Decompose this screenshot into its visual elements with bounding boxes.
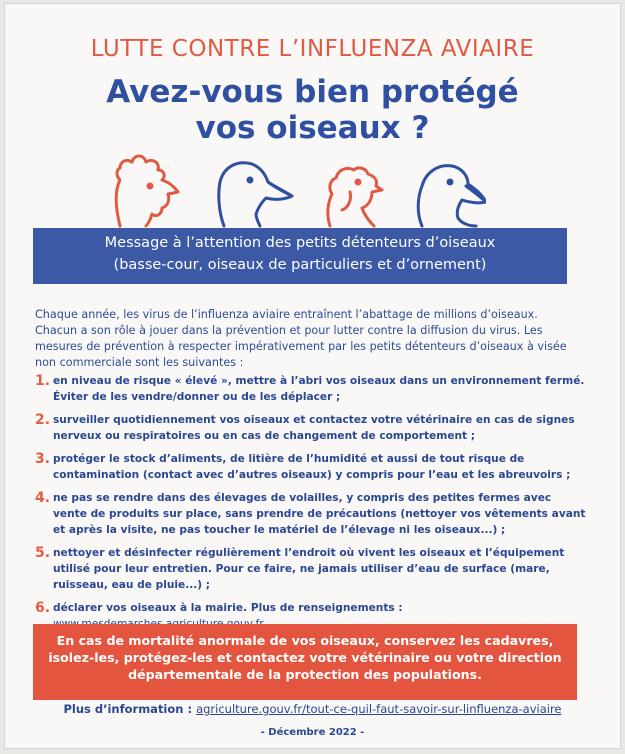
more-info-label: Plus d’information : bbox=[63, 702, 197, 716]
item-text: protéger le stock d’aliments, de litière de l’humidité et aussi de tout risque de contamination (contact avec d’autres oiseaux) y compris pour l’eau et les abreuvoirs ; bbox=[53, 453, 571, 481]
more-info-link[interactable]: agriculture.gouv.fr/tout-ce-quil-faut-savoir-sur-linfluenza-aviaire bbox=[196, 702, 562, 716]
item-number: 2. bbox=[35, 412, 51, 428]
banner-line-1: Message à l’attention des petits détenteurs d’oiseaux bbox=[104, 235, 496, 251]
poster bbox=[4, 3, 621, 749]
list-item bbox=[35, 451, 587, 483]
message-banner bbox=[33, 228, 567, 284]
turkey-head-icon bbox=[328, 168, 382, 226]
title-line-1: Avez-vous bien protégé bbox=[106, 74, 519, 110]
banner-line-2: (basse-cour, oiseaux de particuliers et d’ornement) bbox=[113, 257, 487, 273]
birds-illustration bbox=[106, 152, 486, 228]
goose-head-icon bbox=[219, 163, 292, 226]
item-text: en niveau de risque « élevé », mettre à l’abri vos oiseaux dans un environnement fermé. Éviter de les vendre/donner ou de les déplacer ; bbox=[53, 375, 585, 403]
chicken-head-icon bbox=[116, 156, 178, 226]
item-text: nettoyer et désinfecter régulièrement l’endroit où vivent les oiseaux et l’équipement utilisé pour leur entretien. Pour ce faire, ne jamais utiliser d’eau de surface (mare, ruisseau, eau de pluie...) ; bbox=[53, 547, 565, 591]
list-item bbox=[35, 545, 587, 593]
publication-date: - Décembre 2022 - bbox=[260, 727, 365, 738]
item-number: 4. bbox=[35, 490, 51, 506]
item-number: 5. bbox=[35, 545, 51, 561]
item-text-lead: déclarer vos oiseaux à la mairie. Plus de renseignements : bbox=[53, 602, 403, 614]
poster-kicker: LUTTE CONTRE L’INFLUENZA AVIAIRE bbox=[90, 36, 535, 62]
measures-list bbox=[35, 373, 587, 639]
intro-paragraph: Chaque année, les virus de l’influenza aviaire entraînent l’abattage de millions d’oiseaux. Chacun a son rôle à jouer dans la prévention et pour lutter contre la diffusion du virus. Les mesures de prévention à respecter impérativement par les petits détenteurs d’oiseaux à visée non commerciale sont les suivantes : bbox=[35, 308, 567, 369]
item-number: 1. bbox=[35, 373, 51, 389]
alert-box: En cas de mortalité anormale de vos oiseaux, conservez les cadavres, isolez-les, protégez-les et contactez votre vétérinaire ou votre direction départementale de la protection des populations. bbox=[33, 624, 577, 700]
list-item bbox=[35, 412, 587, 444]
list-item bbox=[35, 490, 587, 538]
item-number: 3. bbox=[35, 451, 51, 467]
duck-head-icon bbox=[418, 166, 486, 226]
item-text: ne pas se rendre dans des élevages de volailles, y compris des petites fermes avec vente de produits sur place, sans prendre de précautions (nettoyer vos vêtements avant et après la visite, ne pas toucher le matériel de l’élevage ni les oiseaux...) ; bbox=[53, 492, 586, 536]
more-info bbox=[5, 702, 620, 716]
item-number: 6. bbox=[35, 600, 51, 616]
list-item bbox=[35, 373, 587, 405]
item-text: surveiller quotidiennement vos oiseaux et contactez votre vétérinaire en cas de signes nerveux ou respiratoires ou en cas de changement de comportement ; bbox=[53, 414, 575, 442]
title-line-2: vos oiseaux ? bbox=[195, 110, 430, 146]
page-title bbox=[5, 74, 620, 146]
